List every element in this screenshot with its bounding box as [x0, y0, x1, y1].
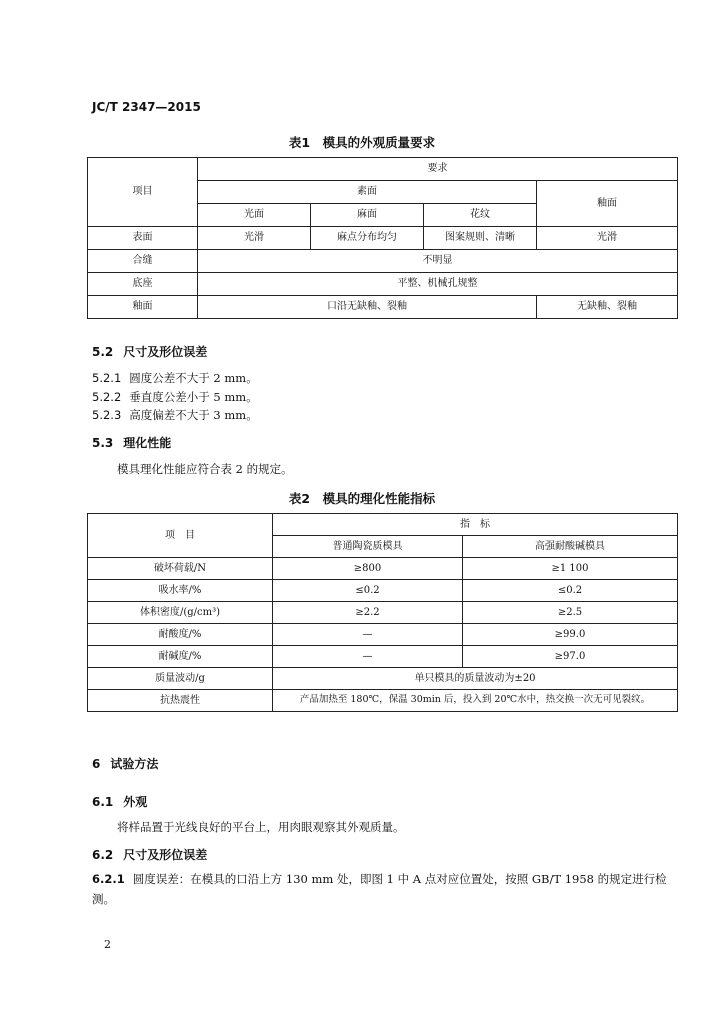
section-5-2-heading: [92, 343, 207, 360]
table2-item-header: 项 目: [88, 514, 273, 558]
clause-5-2-2: [92, 389, 258, 405]
table1-item-header: 项目: [88, 158, 198, 227]
table2-cell: ≥99.0: [463, 624, 678, 646]
table2-header-row-1: [88, 514, 678, 536]
table1-header-row-1: [88, 158, 678, 181]
section-6-2-heading: [92, 846, 207, 863]
section-title: 外观: [123, 795, 148, 809]
clause-number: 6.2.1: [92, 872, 125, 886]
table2-row: [88, 668, 678, 690]
table2-row: [88, 624, 678, 646]
table2-row-label: 破坏荷载/N: [88, 558, 273, 580]
table2-row: [88, 558, 678, 580]
table1-cell: 不明显: [198, 250, 678, 273]
section-title: 理化性能: [123, 436, 172, 450]
clause-number: 5.2.1: [92, 371, 122, 385]
table1-cell: 口沿无缺釉、裂釉: [198, 296, 537, 319]
table1-subheader: 麻面: [311, 204, 424, 227]
clause-text: 垂直度公差小于 5 mm。: [129, 390, 258, 404]
section-6-1-text: 将样品置于光线良好的平台上，用肉眼观察其外观质量。: [117, 820, 405, 834]
table2-cell: ≤0.2: [273, 580, 463, 602]
table1-row: [88, 296, 678, 319]
clause-text: 圆度公差不大于 2 mm。: [129, 371, 258, 385]
section-5-3-heading: [92, 434, 171, 451]
table1-caption: 表1 模具的外观质量要求: [288, 135, 436, 150]
table2-row-label: 体积密度/(g/cm³): [88, 602, 273, 624]
table2-cell: ≥1 100: [463, 558, 678, 580]
table1-cell: 无缺釉、裂釉: [537, 296, 678, 319]
section-number: 6.2: [92, 848, 114, 862]
section-number: 6: [92, 757, 101, 771]
table1-row-label: 表面: [88, 227, 198, 250]
table2-subheader: 普通陶瓷质模具: [273, 536, 463, 558]
clause-5-2-3: [92, 407, 258, 423]
clause-text: 圆度误差：在模具的口沿上方 130 mm 处，即图 1 中 A 点对应位置处，按照 GB/T 1958 的规定进行检测。: [92, 872, 667, 906]
page-number: 2: [104, 938, 111, 951]
table2-subheader: 高强耐酸碱模具: [463, 536, 678, 558]
clause-text: 高度偏差不大于 3 mm。: [129, 408, 258, 422]
table2-row-label: 耐酸度/%: [88, 624, 273, 646]
clause-5-2-1: [92, 370, 258, 386]
table2-cell: —: [273, 624, 463, 646]
table1: [87, 157, 678, 319]
table2-row: [88, 646, 678, 668]
table1-row: [88, 227, 678, 250]
table1-row-label: 釉面: [88, 296, 198, 319]
section-title: 试验方法: [110, 757, 159, 771]
table2: [87, 513, 678, 712]
table1-row: [88, 273, 678, 296]
table2-cell: ≥800: [273, 558, 463, 580]
section-title: 尺寸及形位误差: [123, 848, 208, 862]
table2-caption: 表2 模具的理化性能指标: [288, 491, 436, 506]
section-number: 6.1: [92, 795, 114, 809]
table1-cell: 平整、机械孔规整: [198, 273, 678, 296]
table2-cell: —: [273, 646, 463, 668]
section-5-3-text: 模具理化性能应符合表 2 的规定。: [117, 462, 293, 476]
table2-row: [88, 602, 678, 624]
table2-row-label: 耐碱度/%: [88, 646, 273, 668]
table1-cell: 光滑: [198, 227, 311, 250]
document-number: JC/T 2347—2015: [92, 100, 201, 114]
table2-row: [88, 580, 678, 602]
table2-index-header: 指 标: [273, 514, 678, 536]
section-number: 5.3: [92, 436, 114, 450]
clause-number: 5.2.2: [92, 390, 122, 404]
table1-glazed-header: 釉面: [537, 181, 678, 227]
table2-row-label: 吸水率/%: [88, 580, 273, 602]
table1-subheader: 花纹: [424, 204, 537, 227]
section-6-1-heading: [92, 793, 147, 810]
table1-cell: 图案规则、清晰: [424, 227, 537, 250]
table1-row-label: 底座: [88, 273, 198, 296]
table1-cell: 光滑: [537, 227, 678, 250]
table1-cell: 麻点分布均匀: [311, 227, 424, 250]
section-number: 5.2: [92, 345, 114, 359]
table2-cell: 单只模具的质量波动为±20: [273, 668, 678, 690]
table1-row-label: 合缝: [88, 250, 198, 273]
clause-6-2-1: [92, 869, 682, 909]
table1-requirement-header: 要求: [198, 158, 678, 181]
table2-cell: ≥2.2: [273, 602, 463, 624]
table2-cell: ≤0.2: [463, 580, 678, 602]
clause-number: 5.2.3: [92, 408, 122, 422]
table2-row-label: 质量波动/g: [88, 668, 273, 690]
section-6-heading: [92, 755, 158, 772]
table2-row-label: 抗热震性: [88, 690, 273, 712]
table2-row: [88, 690, 678, 712]
table1-subheader: 光面: [198, 204, 311, 227]
table1-row: [88, 250, 678, 273]
table2-cell: 产品加热至 180℃，保温 30min 后，投入到 20℃水中，热交换一次无可见裂纹。: [273, 690, 678, 712]
table2-cell: ≥2.5: [463, 602, 678, 624]
table1-plain-header: 素面: [198, 181, 537, 204]
table2-cell: ≥97.0: [463, 646, 678, 668]
section-title: 尺寸及形位误差: [123, 345, 208, 359]
